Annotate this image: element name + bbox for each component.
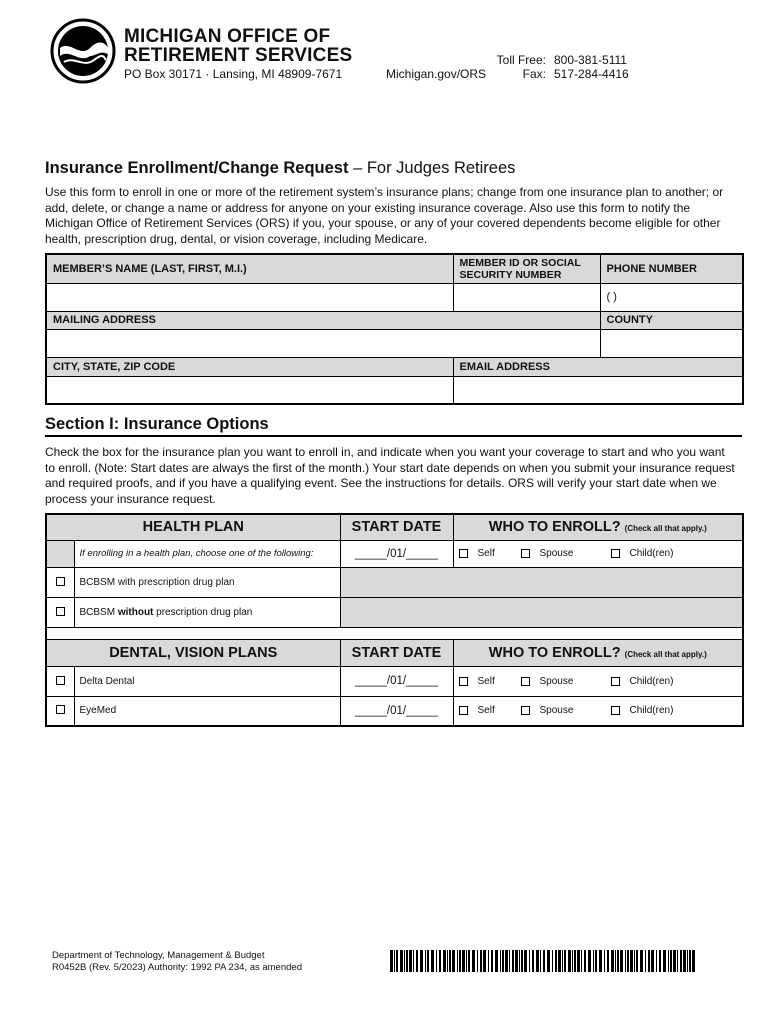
member-name-field[interactable] — [46, 283, 453, 311]
email-field[interactable] — [453, 376, 743, 404]
vision-children-checkbox[interactable] — [611, 706, 620, 715]
bcbsm-without-rx-checkbox[interactable] — [56, 607, 65, 616]
toll-free-label: Toll Free: — [496, 53, 546, 67]
section-divider — [45, 435, 742, 437]
health-children-checkbox[interactable] — [611, 549, 620, 558]
email-label: EMAIL ADDRESS — [453, 357, 743, 376]
city-state-zip-label: CITY, STATE, ZIP CODE — [46, 357, 453, 376]
footer-department: Department of Technology, Management & Budget — [52, 950, 265, 961]
county-label: COUNTY — [600, 311, 743, 329]
dental-enroll-options: Self Spouse Child(ren) — [453, 666, 743, 696]
form-title: Insurance Enrollment/Change Request – For Judges Retirees — [45, 159, 516, 177]
health-plan-note: If enrolling in a health plan, choose one of the following: — [74, 540, 340, 567]
vision-spouse-checkbox[interactable] — [521, 706, 530, 715]
insurance-plans-table — [45, 513, 744, 727]
vision-start-date-field[interactable]: _____/01/_____ — [340, 696, 453, 726]
dental-spouse-checkbox[interactable] — [521, 677, 530, 686]
form-subtitle: – For Judges Retirees — [348, 159, 516, 177]
dental-start-date-header: START DATE — [340, 639, 453, 666]
delta-dental-checkbox[interactable] — [56, 676, 65, 685]
vision-self-checkbox[interactable] — [459, 706, 468, 715]
health-spouse-checkbox[interactable] — [521, 549, 530, 558]
phone-field[interactable] — [600, 283, 743, 311]
footer-form-id: R0452B (Rev. 5/2023) Authority: 1992 PA 234, as amended — [52, 962, 302, 973]
org-website: Michigan.gov/ORS — [386, 67, 487, 81]
dental-children-checkbox[interactable] — [611, 677, 620, 686]
phone-label: PHONE NUMBER — [600, 254, 743, 283]
form-intro: Use this form to enroll in one or more of the retirement system’s insurance plans; change from one insurance plan to another; or add, delete, or change a name or address for anyone on your existing insurance coverage. Also use this form to notify the Michigan Office of Retirement Services (ORS) if you, your spouse, or any of your covered dependents become eligible for other health, prescription drug, dental, or vision coverage, including Medicare. — [45, 185, 724, 246]
org-name: MICHIGAN OFFICE OF RETIREMENT SERVICES — [124, 26, 353, 66]
member-info-table — [45, 253, 744, 405]
city-state-zip-field[interactable] — [46, 376, 453, 404]
start-date-header: START DATE — [340, 514, 453, 540]
check-all-note: (Check all that apply.) — [624, 524, 707, 534]
health-self-checkbox[interactable] — [459, 549, 468, 558]
org-address: PO Box 30171 · Lansing, MI 48909-7671 — [124, 67, 343, 81]
bcbsm-with-rx-label: BCBSM with prescription drug plan — [74, 567, 340, 597]
vision-enroll-options: Self Spouse Child(ren) — [453, 696, 743, 726]
phone-area-code: ( ) — [606, 291, 617, 303]
section-1-intro: Check the box for the insurance plan you want to enroll in, and indicate when you want your coverage to start and who you want to enroll. (Note: Start dates are always the first of the month.) Your start date depends on when you submit your insurance request and required proofs, and if you have a qualifying event. See the instructions for details. ORS will verify your start date when we process your insurance request. — [45, 445, 735, 506]
bcbsm-with-rx-checkbox[interactable] — [56, 577, 65, 586]
eyemed-checkbox[interactable] — [56, 705, 65, 714]
delta-dental-label: Delta Dental — [74, 666, 340, 696]
dental-start-date-field[interactable]: _____/01/_____ — [340, 666, 453, 696]
mailing-address-label: MAILING ADDRESS — [46, 311, 600, 329]
fax-number: 517-284-4416 — [554, 67, 629, 81]
dental-self-checkbox[interactable] — [459, 677, 468, 686]
contact-info — [470, 53, 629, 81]
member-name-label: MEMBER’S NAME (LAST, FIRST, M.I.) — [46, 254, 453, 283]
section-1-title: Section I: Insurance Options — [45, 415, 269, 433]
health-enroll-options: Self Spouse Child(ren) — [453, 540, 743, 567]
health-start-date-field[interactable]: _____/01/_____ — [340, 540, 453, 567]
michigan-ors-logo-icon — [50, 18, 116, 84]
bcbsm-without-rx-label: BCBSM without prescription drug plan — [74, 597, 340, 627]
member-id-label: MEMBER ID OR SOCIAL SECURITY NUMBER — [453, 254, 600, 283]
member-id-field[interactable] — [453, 283, 600, 311]
county-field[interactable] — [600, 329, 743, 357]
fax-label: Fax: — [522, 67, 546, 81]
who-to-enroll-header: WHO TO ENROLL? (Check all that apply.) — [453, 514, 743, 540]
dental-who-to-enroll-header: WHO TO ENROLL? (Check all that apply.) — [453, 639, 743, 666]
footer — [52, 950, 302, 974]
health-plan-header: HEALTH PLAN — [46, 514, 340, 540]
barcode-icon — [390, 950, 696, 972]
eyemed-label: EyeMed — [74, 696, 340, 726]
mailing-address-field[interactable] — [46, 329, 600, 357]
toll-free-number: 800-381-5111 — [554, 53, 627, 67]
dental-vision-header: DENTAL, VISION PLANS — [46, 639, 340, 666]
